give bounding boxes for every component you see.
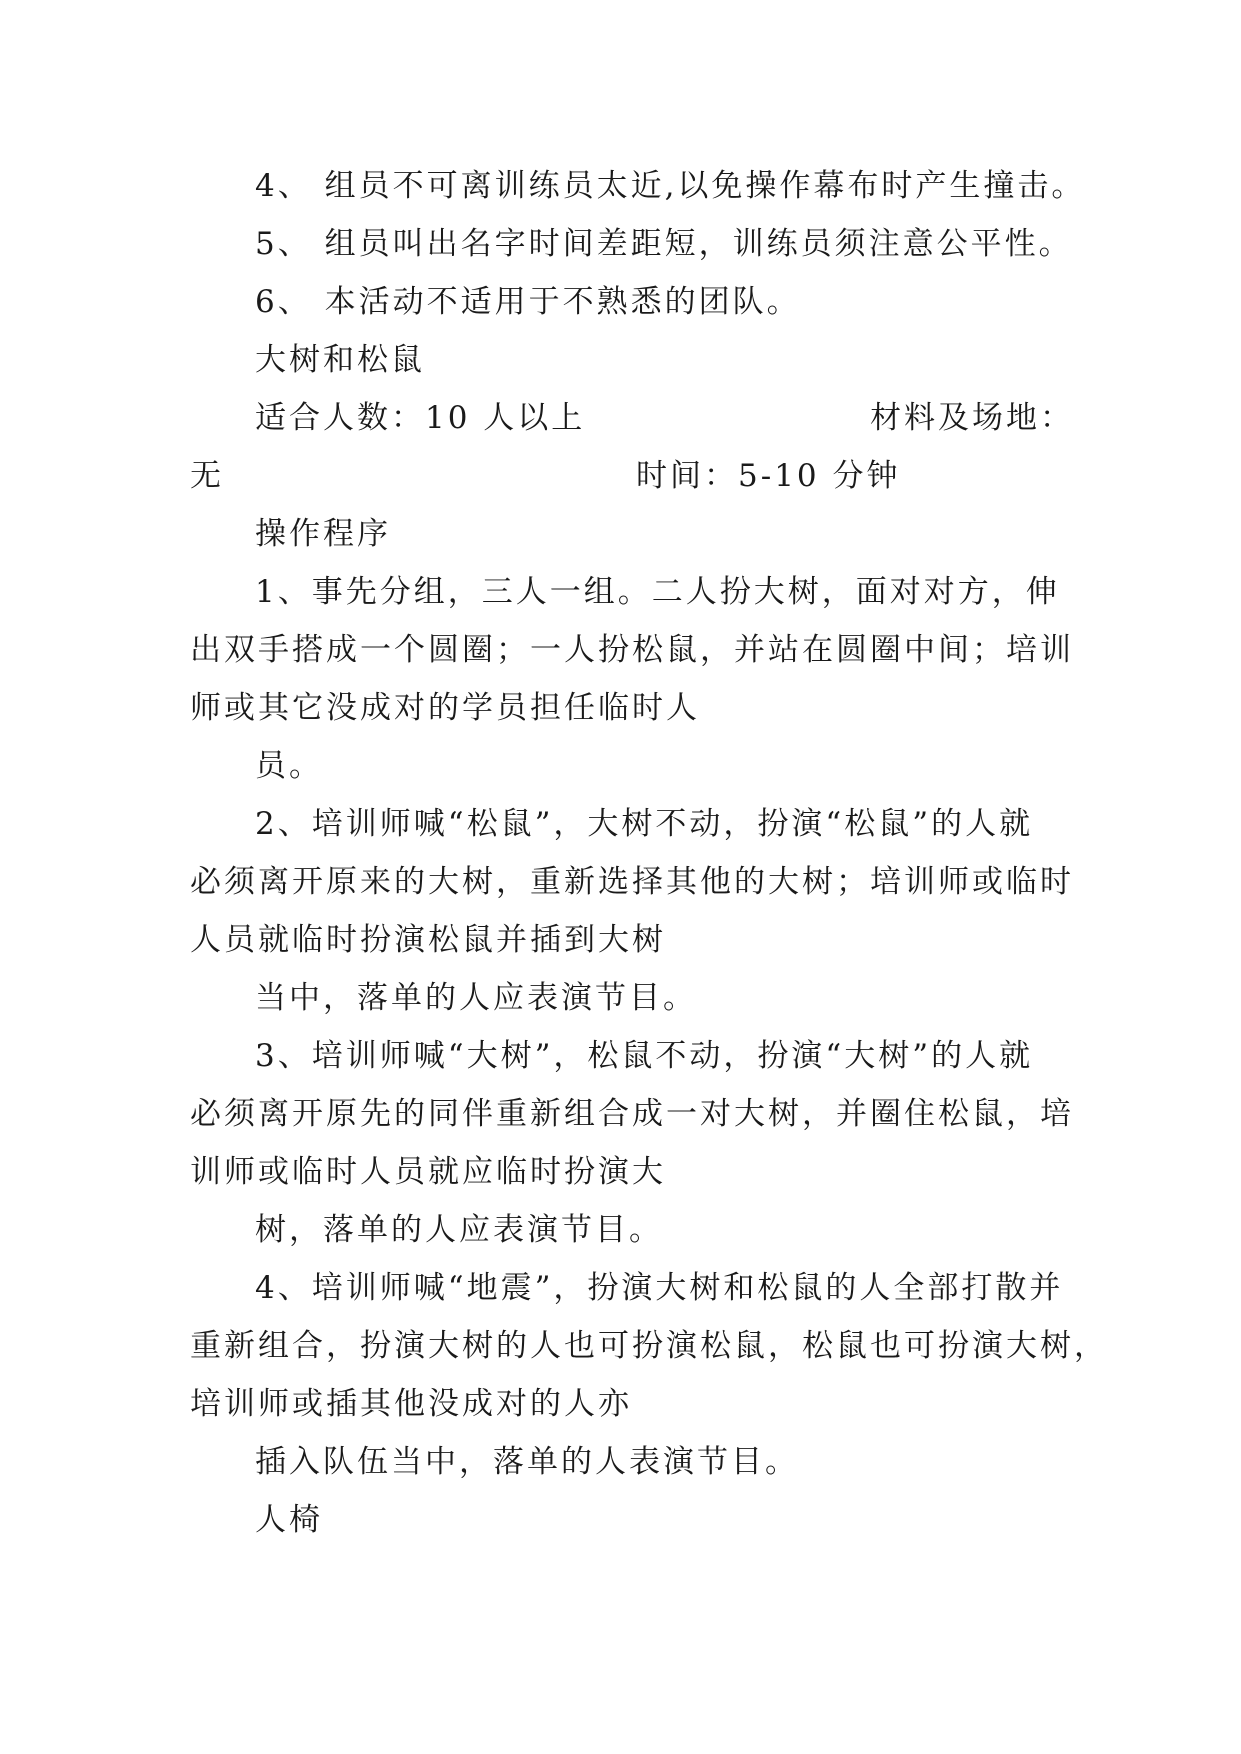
step-4-line-3: 培训师或插其他没成对的人亦 [190, 1386, 632, 1422]
materials-value: 无 [190, 458, 224, 494]
step-3-line-4: 树，落单的人应表演节目。 [255, 1212, 663, 1248]
next-activity-title: 人椅 [255, 1502, 323, 1538]
rule-6: 6、 本活动不适用于不熟悉的团队。 [255, 284, 801, 320]
step-1-line-2: 出双手搭成一个圆圈；一人扮松鼠，并站在圆圈中间；培训 [190, 632, 1074, 668]
step-2-line-4: 当中，落单的人应表演节目。 [255, 980, 697, 1016]
activity-title: 大树和松鼠 [255, 342, 425, 378]
step-4-line-2: 重新组合，扮演大树的人也可扮演松鼠，松鼠也可扮演大树， [190, 1328, 1108, 1364]
step-1-line-4: 员。 [255, 748, 323, 784]
step-4-line-4: 插入队伍当中，落单的人表演节目。 [255, 1444, 799, 1480]
participants-info: 适合人数：10 人以上 [255, 400, 586, 436]
materials-label: 材料及场地： [870, 400, 1074, 436]
procedure-heading: 操作程序 [255, 516, 391, 552]
rule-5: 5、 组员叫出名字时间差距短，训练员须注意公平性。 [255, 226, 1073, 262]
time-info: 时间：5-10 分钟 [636, 458, 901, 494]
step-3-line-3: 训师或临时人员就应临时扮演大 [190, 1154, 666, 1190]
rule-4: 4、 组员不可离训练员太近,以免操作幕布时产生撞击。 [255, 168, 1086, 204]
step-1-line-3: 师或其它没成对的学员担任临时人 [190, 690, 700, 726]
step-2-line-2: 必须离开原来的大树，重新选择其他的大树；培训师或临时 [190, 864, 1074, 900]
step-2-line-3: 人员就临时扮演松鼠并插到大树 [190, 922, 666, 958]
step-3-line-1: 3、培训师喊“大树”，松鼠不动，扮演“大树”的人就 [255, 1038, 1034, 1074]
step-2-line-1: 2、培训师喊“松鼠”，大树不动，扮演“松鼠”的人就 [255, 806, 1034, 842]
step-4-line-1: 4、培训师喊“地震”，扮演大树和松鼠的人全部打散并 [255, 1270, 1064, 1306]
step-1-line-1: 1、事先分组，三人一组。二人扮大树，面对对方，伸 [255, 574, 1060, 610]
step-3-line-2: 必须离开原先的同伴重新组合成一对大树，并圈住松鼠，培 [190, 1096, 1074, 1132]
